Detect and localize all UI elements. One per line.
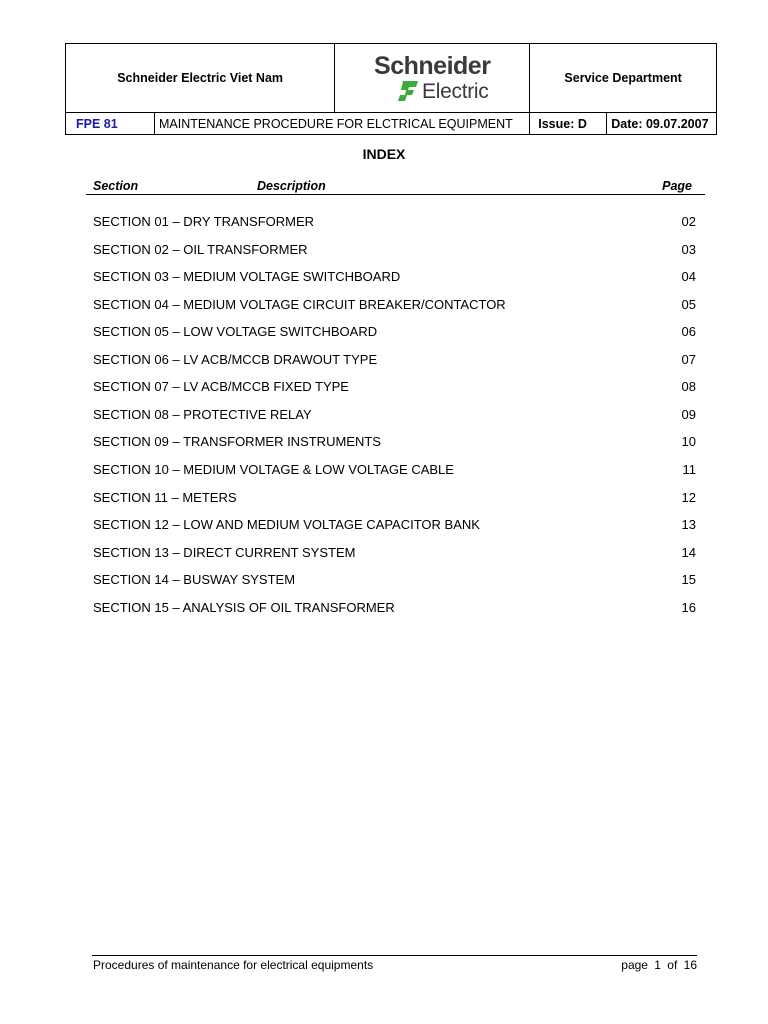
- entry-page: 02: [681, 214, 696, 229]
- footer-document-title: Procedures of maintenance for electrical equipments: [93, 958, 374, 972]
- entry-label: SECTION 06 – LV ACB/MCCB DRAWOUT TYPE: [93, 352, 378, 367]
- index-entry: [93, 572, 696, 592]
- entry-label: SECTION 05 – LOW VOLTAGE SWITCHBOARD: [93, 324, 378, 339]
- entry-label: SECTION 09 – TRANSFORMER INSTRUMENTS: [93, 434, 381, 449]
- column-header-page: Page: [662, 179, 692, 193]
- entry-label: SECTION 10 – MEDIUM VOLTAGE & LOW VOLTAGE CABLE: [93, 462, 454, 477]
- entry-label: SECTION 14 – BUSWAY SYSTEM: [93, 572, 296, 587]
- entry-label: SECTION 01 – DRY TRANSFORMER: [93, 214, 315, 229]
- index-entry: [93, 297, 696, 317]
- index-entry: [93, 462, 696, 482]
- entry-label: SECTION 02 – OIL TRANSFORMER: [93, 242, 308, 257]
- logo-wordmark-bottom: Electric: [422, 79, 489, 103]
- date-label: Date: 09.07.2007: [607, 113, 717, 135]
- department-name: Service Department: [530, 44, 717, 113]
- document-header-table: [65, 43, 717, 135]
- entry-page: 09: [681, 407, 696, 422]
- entry-label: SECTION 04 – MEDIUM VOLTAGE CIRCUIT BREAKER/CONTACTOR: [93, 297, 506, 312]
- index-entry: [93, 517, 696, 537]
- entry-label: SECTION 15 – ANALYSIS OF OIL TRANSFORMER: [93, 600, 395, 615]
- document-code: FPE 81: [66, 113, 155, 135]
- index-entry: [93, 269, 696, 289]
- entry-page: 14: [681, 545, 696, 560]
- entry-page: 15: [681, 572, 696, 587]
- entry-page: 16: [681, 600, 696, 615]
- index-entry: [93, 324, 696, 344]
- header-divider: [86, 194, 705, 195]
- entry-page: 08: [681, 379, 696, 394]
- column-header-description: Description: [257, 179, 326, 193]
- logo-wordmark-top: Schneider: [374, 52, 491, 80]
- index-entry: [93, 242, 696, 262]
- entry-page: 05: [681, 297, 696, 312]
- index-entry: [93, 545, 696, 565]
- company-logo: [335, 44, 530, 113]
- entry-label: SECTION 07 – LV ACB/MCCB FIXED TYPE: [93, 379, 349, 394]
- entry-label: SECTION 11 – METERS: [93, 490, 237, 505]
- index-entry: [93, 214, 696, 234]
- entry-page: 11: [682, 462, 696, 477]
- entry-page: 07: [681, 352, 696, 367]
- entry-page: 12: [681, 490, 696, 505]
- entry-label: SECTION 08 – PROTECTIVE RELAY: [93, 407, 312, 422]
- index-title: INDEX: [362, 146, 406, 162]
- footer-divider: [92, 955, 697, 956]
- index-entry: [93, 600, 696, 620]
- index-entry: [93, 434, 696, 454]
- entry-page: 10: [681, 434, 696, 449]
- index-entry: [93, 490, 696, 510]
- company-name: Schneider Electric Viet Nam: [66, 44, 335, 113]
- entry-page: 03: [681, 242, 696, 257]
- entry-page: 06: [681, 324, 696, 339]
- column-header-section: Section: [93, 179, 139, 193]
- footer-page-number: page 1 of 16: [621, 958, 697, 972]
- index-entry: [93, 352, 696, 372]
- issue-label: Issue: D: [530, 113, 607, 135]
- logo-emblem-icon: [396, 80, 420, 102]
- entry-page: 13: [681, 517, 696, 532]
- entry-page: 04: [681, 269, 696, 284]
- procedure-title: MAINTENANCE PROCEDURE FOR ELCTRICAL EQUIPMENT: [155, 113, 530, 135]
- index-entry: [93, 379, 696, 399]
- entry-label: SECTION 13 – DIRECT CURRENT SYSTEM: [93, 545, 356, 560]
- entry-label: SECTION 03 – MEDIUM VOLTAGE SWITCHBOARD: [93, 269, 401, 284]
- index-entry: [93, 407, 696, 427]
- entry-label: SECTION 12 – LOW AND MEDIUM VOLTAGE CAPACITOR BANK: [93, 517, 480, 532]
